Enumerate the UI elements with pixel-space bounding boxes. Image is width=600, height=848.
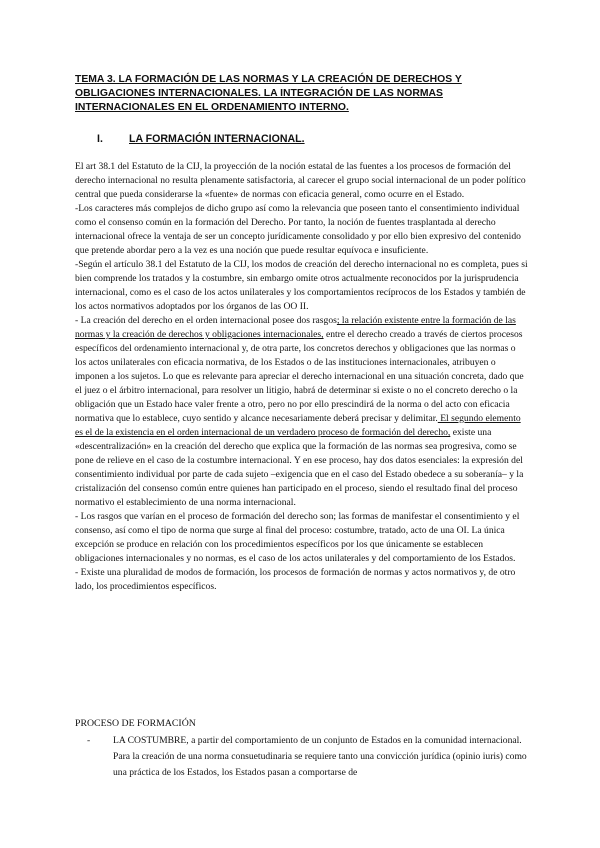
list-item bbox=[75, 733, 528, 781]
paragraph-rasgos-varian: - Los rasgos que varían en el proceso de formación del derecho son; las formas de manifestar el consentimiento y el consenso, así como el tipo de norma que surge al final del proceso: costumbre, tratado, acto de una OI. La única excepción se produce en relación con los procedimientos específicos por los que únicamente se establecen obligaciones internacionales y no normas, es el caso de los actos unilaterales y del comportamiento de los Estados. bbox=[75, 511, 520, 564]
paragraph-rasgos-detail: entre el derecho creado a través de ciertos procesos específicos del ordenamiento internacional y, de otra parte, los concretos derechos y obligaciones que las normas o los actos unilaterales con eficacia normativa, de los Estados o de las instituciones internacionales, atribuyen o imponen a los sujetos. Lo que es relevante para apreciar el derecho internacional en una situación concreta, dado que el juez o el árbitro internacional, para resolver un litigio, habrá de determinar si existe o no el concreto derecho o la obligación que un Estado hace valer frente a otro, pero no por ello prescindirá de la norma o del acto con eficacia normativa que lo establece, cuyo sentido y alcance necesariamente deberá precisar y delimitar. bbox=[75, 329, 524, 424]
list-item-text: LA COSTUMBRE, a partir del comportamiento de un conjunto de Estados en la comunidad internacional. Para la creación de una norma consuetudinaria se requiere tanto una convicción jurídica (opinio iuris) como una práctica de los Estados, los Estados pasan a comportarse de bbox=[113, 735, 527, 778]
paragraph-rasgos-creacion bbox=[75, 314, 528, 510]
process-list bbox=[75, 733, 528, 781]
paragraph-pluralidad: - Existe una pluralidad de modos de formación, los procesos de formación de normas y actos normativos y, de otro lado, los procedimientos específicos. bbox=[75, 567, 516, 592]
paragraph-art-38: El art 38.1 del Estatuto de la CIJ, la proyección de la noción estatal de las fuentes a los procesos de formación del derecho internacional no resulta plenamente satisfactoria, al carecer el grupo social internacional de un poder político central que pueda considerarse la «fuente» de normas con eficacia general, como ocurre en el Estado. bbox=[75, 161, 526, 200]
section-number: I. bbox=[97, 133, 103, 145]
section-title: LA FORMACIÓN INTERNACIONAL. bbox=[129, 133, 305, 145]
paragraph-caracteres: -Los caracteres más complejos de dicho grupo así como la relevancia que poseen tanto el consentimiento individual como el consenso común en la formación del Derecho. Por tanto, la noción de fuentes trasplantada al derecho internacional ofrece la ventaja de ser un concepto jurídicamente consolidado y por ello bien expresivo del contenido que pretende abordar pero a la vez es una noción que puede resultar equívoca e insuficiente. bbox=[75, 203, 521, 256]
underlined-relacion-normas: ; la relación existente entre la formación de las normas y la creación de derechos y obligaciones internacionales, bbox=[75, 315, 516, 340]
paragraph-descentralizacion: existe una «descentralización» en la creación del derecho que explica que la formación de las normas sea progresiva, como se pone de relieve en el caso de la costumbre internacional. Y en ese proceso, hay dos datos esenciales: la expresión del consentimiento individual por parte de cada sujeto –exigencia que en el caso del Estado obedece a su soberanía– y la cristalización del consenso común entre quienes han participado en el proceso, siendo el resultado final del proceso normativo el establecimiento de una norma internacional. bbox=[75, 427, 524, 508]
paragraph-modos-creacion: -Según el artículo 38.1 del Estatuto de la CIJ, los modos de creación del derecho internacional no es completa, pues si bien comprende los tratados y la costumbre, sin embargo omite otros actualmente reconocidos por la jurisprudencia internacional, como es el caso de los actos unilaterales y los comportamientos recíprocos de los Estados y también de los actos normativos adoptados por los órganos de las OO II. bbox=[75, 259, 528, 312]
document-body bbox=[75, 160, 528, 594]
process-heading: PROCESO DE FORMACIÓN bbox=[75, 718, 196, 729]
paragraph-rasgos-intro: - La creación del derecho en el orden internacional posee dos rasgos bbox=[75, 315, 337, 326]
underlined-segundo-elemento: El segundo elemento es el de la existencia en el orden internacional de un verdadero proceso de formación del derecho, bbox=[75, 413, 521, 438]
section-heading bbox=[97, 132, 305, 146]
list-dash: - bbox=[87, 735, 91, 746]
document-title: TEMA 3. LA FORMACIÓN DE LAS NORMAS Y LA CREACIÓN DE DERECHOS Y OBLIGACIONES INTERNACIONALES. LA INTEGRACIÓN DE LAS NORMAS INTERNACIONALES EN EL ORDENAMIENTO INTERNO. bbox=[75, 74, 462, 113]
